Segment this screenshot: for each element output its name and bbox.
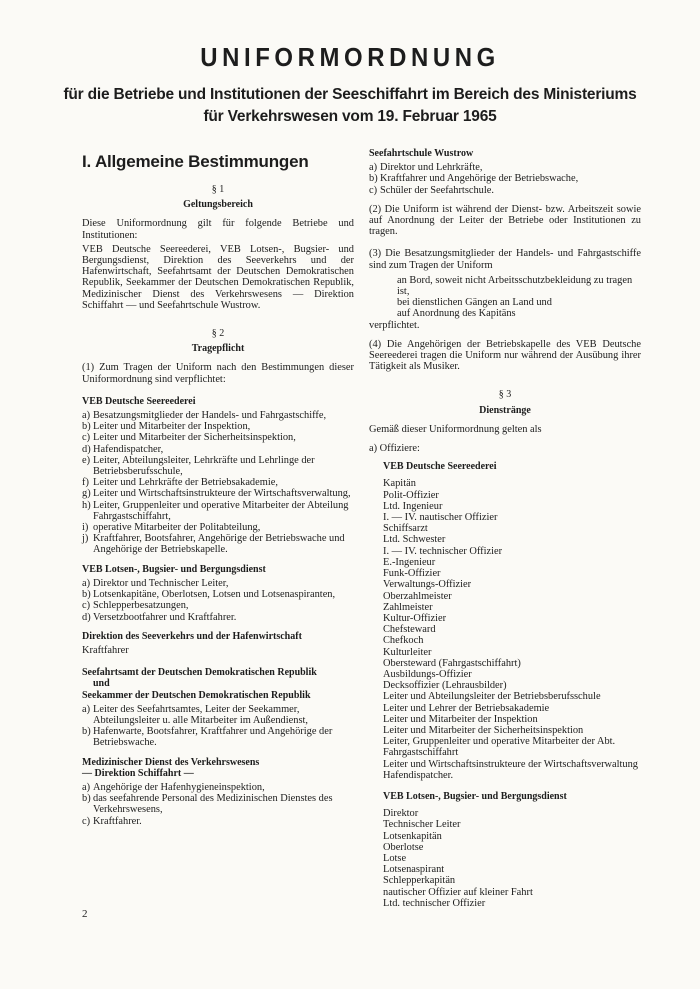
section-1-number: § 1 xyxy=(211,184,225,195)
list-item: Chefsteward xyxy=(383,624,436,636)
section-3-number: § 3 xyxy=(498,389,512,401)
section-2-intro: (1) Zum Tragen der Uniform nach den Bestimmungen dieser Uniformordnung sind verpflichtet: xyxy=(82,362,354,385)
left-column xyxy=(82,148,354,827)
list-item: Direktor xyxy=(383,808,419,820)
list-item: c) Schlepperbesatzungen, xyxy=(82,600,189,612)
section-2-paragraph-2: (2) Die Uniform ist während der Dienst- bzw. Arbeitszeit sowie auf Anordnung der Leiter der Betriebe oder Institutionen zu tragen. xyxy=(369,203,641,238)
group-heading-seereederei: VEB Deutsche Seereederei xyxy=(82,395,196,407)
group-heading-lotsen: VEB Lotsen-, Bugsier- und Bergungsdienst xyxy=(82,563,266,575)
list-item: Kapitän xyxy=(383,478,416,490)
group-heading-direktion-schiffahrt: — Direktion Schiffahrt — xyxy=(82,767,194,779)
list-item: a) Leiter des Seefahrtsamtes, Leiter der Seekammer, Abteilungsleiter u. alle Mitarbeiter im Außendienst, xyxy=(82,703,308,726)
list-lotsen xyxy=(82,578,354,623)
list-item: nautischer Offizier auf kleiner Fahrt xyxy=(383,886,533,898)
list-item: Schiffsarzt xyxy=(383,523,428,535)
section-3-title: Dienstränge xyxy=(479,404,531,416)
list-seefahrtsamt xyxy=(82,704,354,749)
list-item: Obersteward (Fahrgastschiffahrt) xyxy=(383,657,521,669)
list-item: Leiter und Lehrer der Betriebsakademie xyxy=(383,702,550,714)
list-medizinisch xyxy=(82,782,354,827)
page-number: 2 xyxy=(82,908,88,920)
list-item: Decksoffizier (Lehrausbilder) xyxy=(383,680,507,692)
section-2-title: Tragepflicht xyxy=(191,343,245,355)
condition-line: auf Anordnung des Kapitäns xyxy=(397,308,516,320)
list-item: Leiter und Wirtschaftsinstrukteure der Wirtschaftsverwaltung xyxy=(383,758,639,770)
group-text-hafenwirtschaft: Kraftfahrer xyxy=(82,644,129,656)
list-item: Ltd. Schwester xyxy=(383,534,446,546)
ranks-heading-seereederei: VEB Deutsche Seereederei xyxy=(383,461,497,473)
list-item: c) Kraftfahrer. xyxy=(82,815,142,827)
list-item: Kultur-Offizier xyxy=(383,612,447,624)
section-3-intro: Gemäß dieser Uniformordnung gelten als xyxy=(369,423,542,435)
list-item: Lotsenaspirant xyxy=(383,864,445,876)
document-subtitle-line2: für Verkehrswesen vom 19. Februar 1965 xyxy=(203,108,497,125)
list-seefahrtschule xyxy=(369,162,641,196)
section-2-paragraph-3-conditions xyxy=(369,275,641,320)
section-2-paragraph-4: (4) Die Angehörigen der Betriebskapelle des VEB Deutsche Seereederei tragen die Uniform nur während der Ausübung ihrer Tätigkeit als Musiker. xyxy=(369,338,641,373)
ranks-heading-lotsen: VEB Lotsen-, Bugsier- und Bergungsdienst xyxy=(383,790,567,802)
list-item: f) Leiter und Lehrkräfte der Betriebsakademie, xyxy=(82,477,278,489)
list-item: Verwaltungs-Offizier xyxy=(383,579,472,591)
list-item: Ltd. technischer Offizier xyxy=(383,897,486,909)
list-item: Funk-Offizier xyxy=(383,568,441,580)
list-item: Zahlmeister xyxy=(383,601,433,613)
list-item: g) Leiter und Wirtschaftsinstrukteure der Wirtschaftsverwaltung, xyxy=(82,488,351,500)
document-subtitle-line1: für die Betriebe und Institutionen der Seeschiffahrt im Bereich des Ministeriums xyxy=(63,86,637,103)
list-item: h) Leiter, Gruppenleiter und operative Mitarbeiter der Abteilung Fahrgastschiffahrt, xyxy=(82,499,349,522)
list-item: j) Kraftfahrer, Bootsfahrer, Angehörige der Betriebswache und Angehörige der Betriebskapelle. xyxy=(82,533,345,556)
list-item: Lotse xyxy=(383,852,407,864)
list-item: Leiter und Mitarbeiter der Sicherheitsinspektion xyxy=(383,724,584,736)
group-heading-seefahrtschule: Seefahrtschule Wustrow xyxy=(369,148,474,159)
list-item: d) Hafendispatcher, xyxy=(82,443,164,455)
list-item: i) operative Mitarbeiter der Politabteilung, xyxy=(82,522,261,534)
list-item: Leiter, Gruppenleiter und operative Mitarbeiter der Abt. Fahrgastschiffahrt xyxy=(383,736,616,759)
list-item: d) Versetzbootfahrer und Kraftfahrer. xyxy=(82,611,237,623)
right-column xyxy=(369,148,641,909)
list-seereederei xyxy=(82,410,354,556)
list-item: b) Hafenwarte, Bootsfahrer, Kraftfahrer und Angehörige der Betriebswache. xyxy=(82,726,333,749)
list-item: a) Direktor und Technischer Leiter, xyxy=(82,577,229,589)
list-item: c) Schüler der Seefahrtschule. xyxy=(369,184,494,196)
group-heading-medizinisch: Medizinischer Dienst des Verkehrswesens xyxy=(82,756,260,768)
section-1-intro: Diese Uniformordnung gilt für folgende Betriebe und Institutionen: xyxy=(82,218,354,241)
list-item: Kulturleiter xyxy=(383,646,432,658)
list-item: Leiter und Abteilungsleiter der Betriebsberufsschule xyxy=(383,691,601,703)
section-1-body: VEB Deutsche Seereederei, VEB Lotsen-, Bugsier- und Bergungsdienst, Direktion des Seeverkehrs und der Hafenwirtschaft, Seefahrtsamt der Deutschen Demokratischen Republik, Seekammer der Deutschen Demokratischen Republik, Medizinischer Dienst des Verkehrswesens — Direktion Schiffahrt — und Seefahrtschule Wustrow. xyxy=(82,243,354,311)
group-heading-und: und xyxy=(93,678,110,690)
list-item: E.-Ingenieur xyxy=(383,556,436,568)
ranks-list-lotsen xyxy=(369,808,641,909)
document-title: UNIFORMORDNUNG xyxy=(200,42,500,72)
list-item: Ltd. Ingenieur xyxy=(383,500,443,512)
list-item: I. — IV. nautischer Offizier xyxy=(383,512,498,524)
list-item: a) Direktor und Lehrkräfte, xyxy=(369,162,483,174)
list-item: e) Leiter, Abteilungsleiter, Lehrkräfte und Lehrlinge der Betriebsberufsschule, xyxy=(82,454,315,478)
chapter-heading: I. Allgemeine Bestimmungen xyxy=(82,152,309,171)
list-item: b) Lotsenkapitäne, Oberlotsen, Lotsen und Lotsenaspiranten, xyxy=(82,589,336,601)
section-2-paragraph-3: (3) Die Besatzungsmitglieder der Handels- und Fahrgastschiffe sind zum Tragen der Uniform xyxy=(369,248,641,271)
list-item: a) Angehörige der Hafenhygieneinspektion, xyxy=(82,781,265,793)
list-item: I. — IV. technischer Offizier xyxy=(383,545,503,557)
list-item: Technischer Leiter xyxy=(383,819,461,831)
group-heading-seekammer: Seekammer der Deutschen Demokratischen Republik xyxy=(82,689,311,701)
section-3-officers-label: a) Offiziere: xyxy=(369,443,420,455)
list-item: Chefkoch xyxy=(383,635,424,647)
group-heading-hafenwirtschaft: Direktion des Seeverkehrs und der Hafenwirtschaft xyxy=(82,630,302,642)
section-2-paragraph-3-end: verpflichtet. xyxy=(369,319,420,331)
list-item: Polit-Offizier xyxy=(383,489,439,501)
ranks-list-seereederei xyxy=(369,478,641,780)
group-heading-seefahrtsamt: Seefahrtsamt der Deutschen Demokratischen Republik xyxy=(82,667,317,679)
list-item: Hafendispatcher. xyxy=(383,769,454,781)
list-item: b) Leiter und Mitarbeiter der Inspektion, xyxy=(82,421,251,433)
list-item: b) das seefahrende Personal des Medizinischen Dienstes des Verkehrswesens, xyxy=(82,793,333,816)
list-item: Schlepperkapitän xyxy=(383,875,456,887)
list-item: Oberzahlmeister xyxy=(383,590,452,602)
list-item: a) Besatzungsmitglieder der Handels- und Fahrgastschiffe, xyxy=(82,410,327,422)
list-item: Ausbildungs-Offizier xyxy=(383,668,472,680)
section-2-number: § 2 xyxy=(211,328,225,340)
list-item: Oberlotse xyxy=(383,841,424,853)
condition-line: an Bord, soweit nicht Arbeitsschutzbekleidung zu tragen ist, xyxy=(397,274,633,298)
list-item: b) Kraftfahrer und Angehörige der Betriebswache, xyxy=(369,173,579,185)
list-item: Lotsenkapitän xyxy=(383,830,442,842)
section-1-title: Geltungsbereich xyxy=(183,199,253,211)
condition-line: bei dienstlichen Gängen an Land und xyxy=(397,297,552,309)
list-item: Leiter und Mitarbeiter der Inspektion xyxy=(383,713,538,725)
list-item: c) Leiter und Mitarbeiter der Sicherheitsinspektion, xyxy=(82,432,296,444)
